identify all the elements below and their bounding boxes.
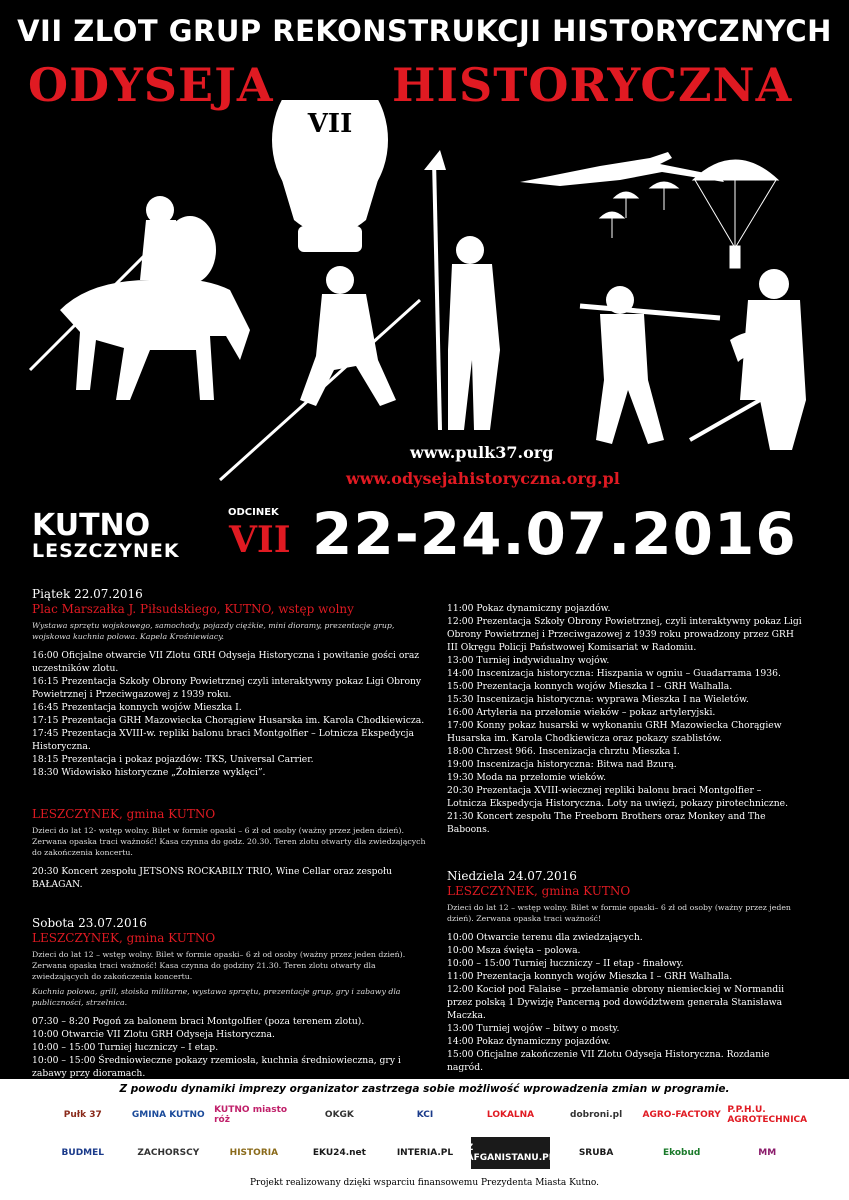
episode-number: VII xyxy=(229,519,291,561)
schedule-item: 14:00 Inscenizacja historyczna: Hiszpania w ogniu – Guadarrama 1936. xyxy=(447,668,781,679)
city-name: KUTNO xyxy=(32,508,151,543)
schedule-item: 13:00 Turniej wojów – bitwy o mosty. xyxy=(447,1023,620,1034)
halberdier-icon xyxy=(424,150,500,430)
schedule-item: 15:00 Oficjalne zakończenie VII Zlotu Odyseja Historyczna. Rozdanie nagród. xyxy=(447,1049,770,1073)
schedule-item: 12:00 Prezentacja Szkoły Obrony Powietrznej, czyli interaktywny pokaz Ligi Obrony Powietrznej i Przeciwgazowej z 1939 roku prowadzony przez GRH III Okręgu Policji Państwowej Komisariat w Radomiu. xyxy=(447,616,802,653)
schedule-item: 18:15 Prezentacja i pokaz pojazdów: TKS, Universal Carrier. xyxy=(32,754,314,765)
friday-heading: Piątek 22.07.2016 xyxy=(32,587,143,601)
schedule-item: 18:00 Chrzest 966. Inscenizacja chrztu Mieszka I. xyxy=(447,746,680,757)
sponsor-logo: ZACHORSCY xyxy=(137,1148,200,1158)
reenactors-silhouette-art xyxy=(0,100,849,500)
sponsor-logo: EKU24.net xyxy=(312,1148,366,1158)
schedule-item: 15:30 Inscenizacja historyczna: wyprawa Mieszka I na Wieletów. xyxy=(447,694,749,705)
schedule-item: 15:00 Prezentacja konnych wojów Mieszka I – GRH Walhalla. xyxy=(447,681,733,692)
sponsor-logos xyxy=(40,1095,810,1173)
schedule-item: 20:30 Koncert zespołu JETSONS ROCKABILY TRIO, Wine Cellar oraz zespołu BAŁAGAN. xyxy=(32,866,392,890)
friday-note: Wystawa sprzętu wojskowego, samochody, pojazdy ciężkie, mini dioramy, prezentacje grup, wojskowa kuchnia polowa. Kapela Krośniewiacy. xyxy=(32,621,395,641)
warrior-icon xyxy=(220,266,420,480)
sponsor-logo: Z AFGANISTANU.PL xyxy=(471,1137,551,1169)
schedule-item: 19:00 Inscenizacja historyczna: Bitwa nad Bzurą. xyxy=(447,759,677,770)
sponsor-logo: KUTNO miasto róż xyxy=(214,1105,288,1125)
sponsor-logo: OKGK xyxy=(324,1110,354,1120)
saturday-heading: Sobota 23.07.2016 xyxy=(32,916,147,930)
schedule-item: 13:00 Turniej indywidualny wojów. xyxy=(447,655,610,666)
schedule-item: 16:15 Prezentacja Szkoły Obrony Powietrznej czyli interaktywny pokaz Ligi Obrony Powietrznej i Przeciwgazowej z 1939 roku. xyxy=(32,676,422,700)
sponsor-logo: LOKALNA xyxy=(486,1110,535,1120)
schedule-item: 19:30 Moda na przełomie wieków. xyxy=(447,772,607,783)
sponsor-logo: P.P.H.U. AGROTECHNICA xyxy=(727,1105,808,1125)
sponsor-logo: Pułk 37 xyxy=(63,1110,102,1120)
sunday-heading: Niedziela 24.07.2016 xyxy=(447,869,577,883)
hussar-icon xyxy=(690,269,806,450)
schedule-right-column xyxy=(447,602,802,1074)
musketeer-icon xyxy=(580,286,720,444)
schedule-item: 20:30 Prezentacja XVIII-wiecznej repliki balonu braci Montgolfier – Lotnicza Ekspedycja Historyczna. Loty na uwięzi, pokazy pirotechniczne. xyxy=(447,785,789,809)
sponsor-logo: dobroni.pl xyxy=(570,1110,623,1120)
schedule-item: 16:00 Artyleria na przełomie wieków – pokaz artyleryjski. xyxy=(447,707,716,718)
sponsor-logo: GMINA KUTNO xyxy=(131,1110,205,1120)
schedule-item: 10:00 Otwarcie terenu dla zwiedzających. xyxy=(447,932,643,943)
saturday-note-italic: Kuchnia polowa, grill, stoiska militarne, wystawa sprzętu, prezentacje grup, gry i zabawy dla publiczności, strzelnica. xyxy=(32,987,401,1007)
sponsor-logo: SRUBA xyxy=(578,1148,614,1158)
sponsor-logo: MM xyxy=(758,1148,777,1158)
footer-disclaimer: Z powodu dynamiki imprezy organizator zastrzega sobie możliwość wprowadzenia zmian w programie. xyxy=(119,1083,730,1095)
schedule-item: 14:00 Pokaz dynamiczny pojazdów. xyxy=(447,1036,611,1047)
schedule-item: 10:00 – 15:00 Turniej łuczniczy – I etap. xyxy=(32,1042,219,1053)
schedule-item: 17:45 Prezentacja XVIII-w. repliki balonu braci Montgolfier – Lotnicza Ekspedycja Historyczna. xyxy=(32,728,415,752)
horseman-icon xyxy=(30,196,250,400)
friday-location-2: LESZCZYNEK, gmina KUTNO xyxy=(32,807,216,821)
episode-label: ODCINEK xyxy=(228,507,279,518)
sponsor-logo: AGRO-FACTORY xyxy=(642,1110,721,1120)
website-link-2[interactable]: www.odysejahistoryczna.org.pl xyxy=(346,469,620,488)
footer-funding-note: Projekt realizowany dzięki wsparciu finansowemu Prezydenta Miasta Kutno. xyxy=(249,1178,599,1188)
schedule-item: 07:30 – 8:20 Pogoń za balonem braci Montgolfier (poza terenem zlotu). xyxy=(32,1016,365,1027)
sunday-location: LESZCZYNEK, gmina KUTNO xyxy=(447,884,631,898)
schedule-item: 17:15 Prezentacja GRH Mazowiecka Chorągiew Husarska im. Karola Chodkiewicza. xyxy=(32,715,425,726)
saturday-location: LESZCZYNEK, gmina KUTNO xyxy=(32,931,216,945)
schedule-item: 10:00 – 15:00 Turniej łuczniczy – II etap - finałowy. xyxy=(447,958,684,969)
schedule-item: 10:00 – 15:00 Średniowieczne pokazy rzemiosła, kuchnia średniowieczna, gry i zabawy przy dioramach. xyxy=(32,1055,401,1079)
website-link-1[interactable]: www.pulk37.org xyxy=(410,443,554,462)
schedule-item: 17:00 Konny pokaz husarski w wykonaniu GRH Mazowiecka Chorągiew Husarska im. Karola Chodkiewicza oraz pokazy szablistów. xyxy=(447,720,782,744)
title-right: HISTORYCZNA xyxy=(392,58,793,112)
sunday-note: Dzieci do lat 12 – wstęp wolny. Bilet w formie opaski– 6 zł od osoby (ważny przez jeden dzień). Zerwana opaska traci ważność! xyxy=(447,903,791,923)
schedule-item: 21:30 Koncert zespołu The Freeborn Brothers oraz Monkey and The Baboons. xyxy=(447,811,766,835)
schedule-item: 12:00 Kocioł pod Falaise – przełamanie obrony niemieckiej w Normandii przez polską 1 Dywizję Pancerną pod dowództwem generała Stanisława Maczka. xyxy=(447,984,785,1021)
event-subtitle: VII ZLOT GRUP REKONSTRUKCJI HISTORYCZNYCH xyxy=(17,14,832,48)
schedule-item: 16:45 Prezentacja konnych wojów Mieszka I. xyxy=(32,702,242,713)
sponsor-logo: INTERIA.PL xyxy=(396,1148,454,1158)
title-left: ODYSEJA xyxy=(28,58,274,112)
schedule-item: 18:30 Widowisko historyczne „Żołnierze wyklęci”. xyxy=(32,767,266,778)
event-dates: 22-24.07.2016 xyxy=(312,500,797,568)
venue-name: LESZCZYNEK xyxy=(32,540,180,562)
balloon-numeral: VII xyxy=(307,109,353,139)
saturday-note: Dzieci do lat 12 – wstęp wolny. Bilet w formie opaski– 6 zł od osoby (ważny przez jeden dzień). Zerwana opaska traci ważność! Kasa czynna do godziny 21.30. Teren zlotu otwarty dla zwiedzających do zakończenia koncertu. xyxy=(32,950,406,981)
schedule-item: 11:00 Prezentacja konnych wojów Mieszka I – GRH Walhalla. xyxy=(447,971,733,982)
friday-location: Plac Marszałka J. Piłsudskiego, KUTNO, wstęp wolny xyxy=(32,602,354,616)
sponsor-logo: HISTORIA xyxy=(229,1148,279,1158)
sponsor-logo: KCI xyxy=(416,1110,434,1120)
schedule-item: 11:00 Pokaz dynamiczny pojazdów. xyxy=(447,603,611,614)
friday-note-2: Dzieci do lat 12- wstęp wolny. Bilet w formie opaski – 6 zł od osoby (ważny przez jeden dzień). Zerwana opaska traci ważność! Kasa czynna do godz. 20.30. Teren zlotu otwarty dla zwiedzających do zakończenia koncertu. xyxy=(32,826,426,857)
sponsor-logo: BUDMEL xyxy=(61,1148,105,1158)
schedule-item: 10:00 Msza święta – polowa. xyxy=(447,945,581,956)
schedule-left-column xyxy=(32,586,432,1080)
airplane-icon xyxy=(520,152,724,186)
schedule-item: 16:00 Oficjalne otwarcie VII Zlotu GRH Odyseja Historyczna i powitanie gości oraz uczestników zlotu. xyxy=(32,650,420,674)
schedule-item: 10:00 Otwarcie VII Zlotu GRH Odyseja Historyczna. xyxy=(32,1029,275,1040)
sponsor-logo: Ekobud xyxy=(662,1148,701,1158)
